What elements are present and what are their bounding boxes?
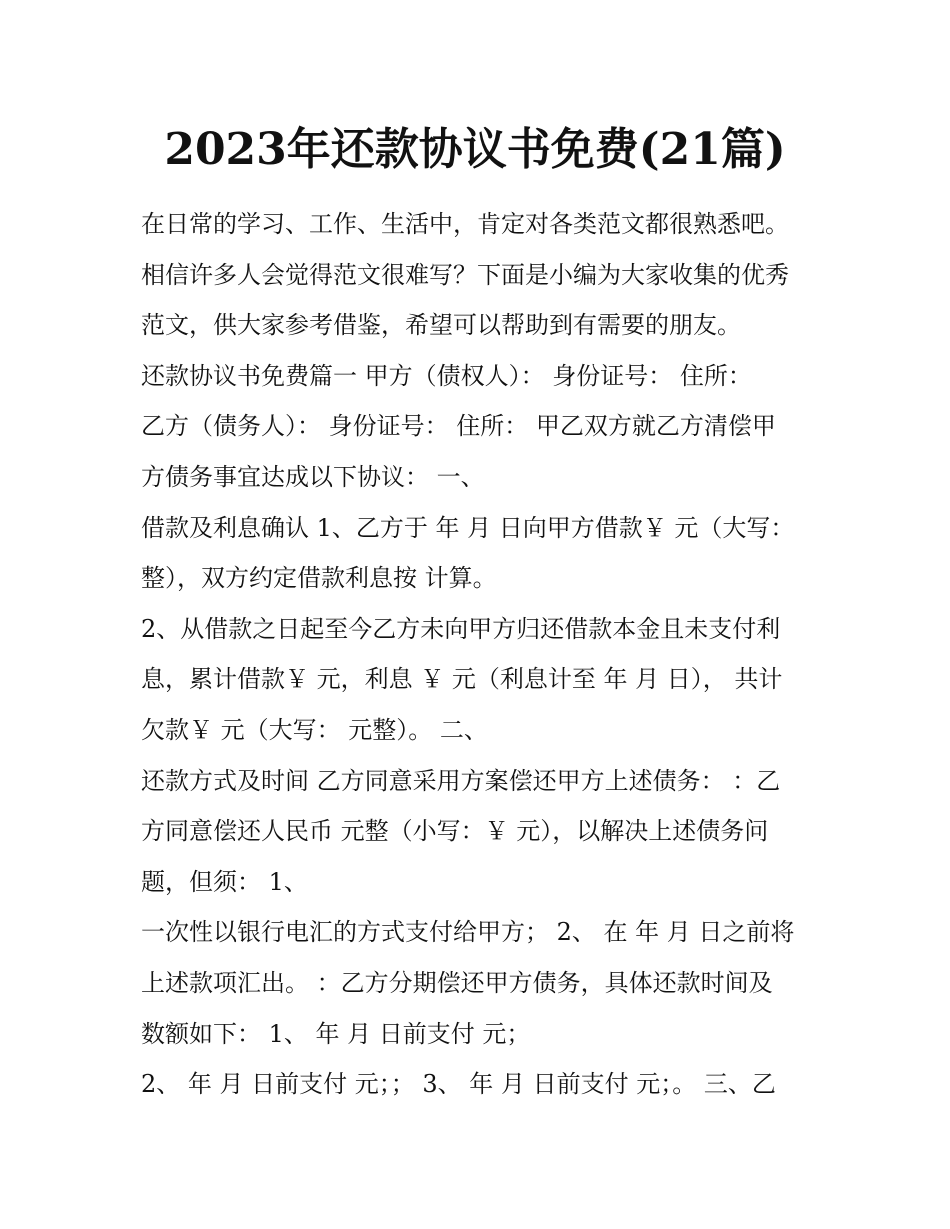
body-line: 欠款￥ 元（大写： 元整）。 二、 <box>141 715 488 744</box>
body-line: 相信许多人会觉得范文很难写？下面是小编为大家收集的优秀 <box>141 260 789 289</box>
body-line: 2、从借款之日起至今乙方未向甲方归还借款本金且未支付利 <box>141 614 781 643</box>
document-body <box>141 199 821 1110</box>
body-line: 一次性以银行电汇的方式支付给甲方； 2、 在 年 月 日之前将 <box>141 918 795 947</box>
body-line: 整），双方约定借款利息按 计算。 <box>141 564 497 593</box>
body-line: 数额如下： 1、 年 月 日前支付 元； <box>141 1019 531 1048</box>
body-line: 2、 年 月 日前支付 元；； 3、 年 月 日前支付 元；。 三、乙 <box>141 1070 776 1099</box>
body-line: 乙方（债务人）： 身份证号： 住所： 甲乙双方就乙方清偿甲 <box>141 412 776 441</box>
body-line: 还款方式及时间 乙方同意采用方案偿还甲方上述债务： ：乙 <box>141 766 781 795</box>
body-line: 息，累计借款￥ 元，利息 ￥ 元（利息计至 年 月 日）， 共计 <box>141 665 783 694</box>
body-line: 还款协议书免费篇一 甲方（债权人）： 身份证号： 住所： <box>141 361 752 390</box>
body-line: 题，但须： 1、 <box>141 867 308 896</box>
body-line: 借款及利息确认 1、乙方于 年 月 日向甲方借款￥ 元（大写： <box>141 513 795 542</box>
document-title: 2023年还款协议书免费(21篇) <box>164 124 786 175</box>
body-line: 方同意偿还人民币 元整（小写：￥ 元），以解决上述债务问 <box>141 817 769 846</box>
body-line: 上述款项汇出。 ：乙方分期偿还甲方债务，具体还款时间及 <box>141 968 773 997</box>
body-line: 在日常的学习、工作、生活中，肯定对各类范文都很熟悉吧。 <box>141 210 789 238</box>
body-line: 范文，供大家参考借鉴，希望可以帮助到有需要的朋友。 <box>141 311 741 340</box>
body-line: 方债务事宜达成以下协议： 一、 <box>141 462 485 491</box>
